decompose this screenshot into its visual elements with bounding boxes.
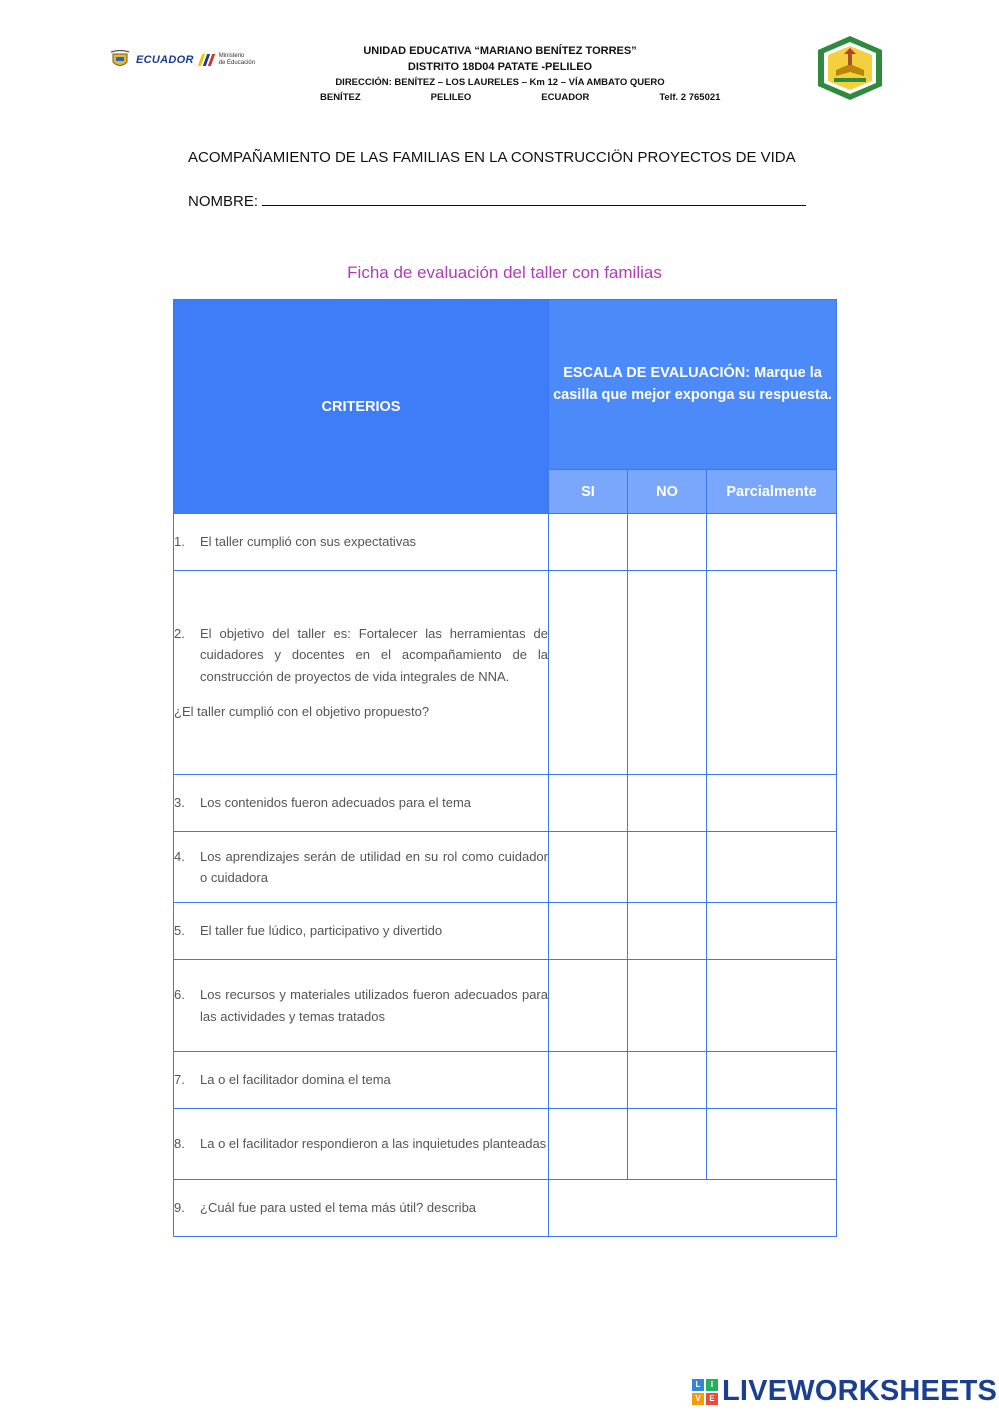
criterion-number: 5. — [174, 923, 185, 939]
table-row — [174, 832, 837, 903]
table-row — [174, 903, 837, 960]
criterion-cell — [174, 832, 549, 903]
answer-parcialmente-cell[interactable] — [707, 775, 837, 832]
table-row — [174, 571, 837, 775]
criterion-text: El taller fue lúdico, participativo y divertido — [200, 923, 443, 939]
school-location — [260, 90, 740, 105]
criterion-number: 8. — [174, 1136, 185, 1152]
name-label: NOMBRE: — [188, 193, 259, 210]
option-si-header: SI — [549, 470, 628, 514]
brand-block: E — [706, 1393, 718, 1405]
name-field — [188, 191, 806, 210]
criterion-number: 7. — [174, 1072, 185, 1088]
district-name: DISTRITO 18D04 PATATE -PELILEO — [407, 61, 593, 73]
liveworksheets-logo — [692, 1375, 997, 1408]
criterion-text: El taller cumplió con sus expectativas — [200, 534, 417, 550]
answer-no-cell[interactable] — [628, 960, 707, 1052]
ecuador-crest-icon — [110, 50, 130, 70]
location-canton: PELILEO — [430, 92, 472, 103]
criterion-cell — [174, 903, 549, 960]
answer-parcialmente-cell[interactable] — [707, 1052, 837, 1109]
criterion-text: El objetivo del taller es: Fortalecer las herramientas de cuidadores y docentes en el acompañamiento de la construcción de proyectos de vida integrales de NNA. — [200, 625, 548, 684]
ministry-label — [219, 53, 255, 67]
answer-si-cell[interactable] — [549, 514, 628, 571]
answer-si-cell[interactable] — [549, 1109, 628, 1180]
school-emblem-icon — [814, 34, 886, 102]
open-answer-cell[interactable] — [549, 1180, 837, 1237]
criterion-cell — [174, 960, 549, 1052]
table-row — [174, 1109, 837, 1180]
school-address: DIRECCIÓN: BENÍTEZ – LOS LAUREL​ES – Km 12 – VÍA AMBATO QUERO — [335, 77, 665, 88]
location-parish: BENÍTEZ — [320, 92, 361, 103]
criterion-question: ¿El taller cumplió con el objetivo propuesto? — [174, 704, 430, 719]
criterion-cell — [174, 514, 549, 571]
criteria-header: CRITERIOS — [174, 300, 549, 514]
answer-no-cell[interactable] — [628, 1109, 707, 1180]
ecuador-logo-text: ECUADOR — [136, 54, 194, 66]
location-phone: Telf. 2 765021 — [659, 92, 721, 103]
answer-si-cell[interactable] — [549, 1052, 628, 1109]
answer-si-cell[interactable] — [549, 832, 628, 903]
answer-parcialmente-cell[interactable] — [707, 1109, 837, 1180]
option-parcialmente-header: Parcialmente — [707, 470, 837, 514]
criterion-number: 2. — [174, 625, 185, 641]
table-header-row — [174, 300, 837, 470]
criterion-cell — [174, 1109, 549, 1180]
table-row — [174, 775, 837, 832]
answer-parcialmente-cell[interactable] — [707, 514, 837, 571]
criterion-text: La o el facilitador domina el tema — [200, 1072, 391, 1088]
criterion-text: Los aprendizajes serán de utilidad en su rol como cuidador o cuidadora — [200, 848, 548, 885]
answer-si-cell[interactable] — [549, 571, 628, 775]
table-row — [174, 514, 837, 571]
document-title: ACOMPAÑAMIENTO DE LAS FAMILIAS EN LA CONSTRUCCIÖN PROYECTOS DE VIDA — [188, 149, 796, 166]
table-row — [174, 960, 837, 1052]
scale-header: ESCALA DE EVALUACIÓN: Marque la casilla que mejor exponga su respuesta. — [549, 300, 837, 470]
criterion-cell — [174, 775, 549, 832]
answer-parcialmente-cell[interactable] — [707, 960, 837, 1052]
criterion-cell — [174, 571, 549, 775]
answer-parcialmente-cell[interactable] — [707, 832, 837, 903]
school-header — [260, 43, 740, 105]
answer-no-cell[interactable] — [628, 775, 707, 832]
criterion-text: La o el facilitador respondieron a las inquietudes planteadas — [200, 1136, 547, 1152]
criterion-number: 4. — [174, 848, 185, 864]
flag-stripes-icon — [200, 54, 213, 66]
answer-parcialmente-cell[interactable] — [707, 571, 837, 775]
brand-block: V — [692, 1393, 704, 1405]
criterion-text: ¿Cuál fue para usted el tema más útil? describa — [200, 1200, 477, 1216]
liveworksheets-wordmark: LIVEWORKSHEETS — [722, 1375, 998, 1407]
ministry-logo — [110, 50, 255, 70]
answer-si-cell[interactable] — [549, 960, 628, 1052]
name-input-line[interactable] — [262, 191, 806, 206]
table-row — [174, 1180, 837, 1237]
answer-no-cell[interactable] — [628, 903, 707, 960]
criterion-number: 3. — [174, 795, 185, 811]
ministry-label-line2: de Educación — [218, 60, 256, 66]
brand-block: L — [692, 1379, 704, 1391]
ministry-label-line1: Ministerio — [218, 53, 245, 59]
criterion-number: 1. — [174, 534, 185, 550]
liveworksheets-blocks-icon — [692, 1379, 718, 1405]
answer-no-cell[interactable] — [628, 514, 707, 571]
answer-si-cell[interactable] — [549, 903, 628, 960]
criterion-number: 6. — [174, 987, 185, 1002]
answer-parcialmente-cell[interactable] — [707, 903, 837, 960]
answer-no-cell[interactable] — [628, 1052, 707, 1109]
answer-no-cell[interactable] — [628, 571, 707, 775]
answer-no-cell[interactable] — [628, 832, 707, 903]
evaluation-table — [173, 299, 837, 1237]
criterion-text: Los contenidos fueron adecuados para el tema — [200, 795, 472, 811]
criterion-number: 9. — [174, 1200, 185, 1216]
table-row — [174, 1052, 837, 1109]
form-title: Ficha de evaluación del taller con familias — [347, 263, 662, 282]
option-no-header: NO — [628, 470, 707, 514]
brand-block: I — [706, 1379, 718, 1391]
criterion-cell — [174, 1180, 549, 1237]
criterion-text: Los recursos y materiales utilizados fueron adecuados para las actividades y temas tratados — [200, 987, 548, 1024]
school-name: UNIDAD EDUCATIVA “MARIANO BENÍTEZ TORRES” — [363, 45, 637, 57]
criterion-cell — [174, 1052, 549, 1109]
location-country: ECUADOR — [541, 92, 590, 103]
answer-si-cell[interactable] — [549, 775, 628, 832]
